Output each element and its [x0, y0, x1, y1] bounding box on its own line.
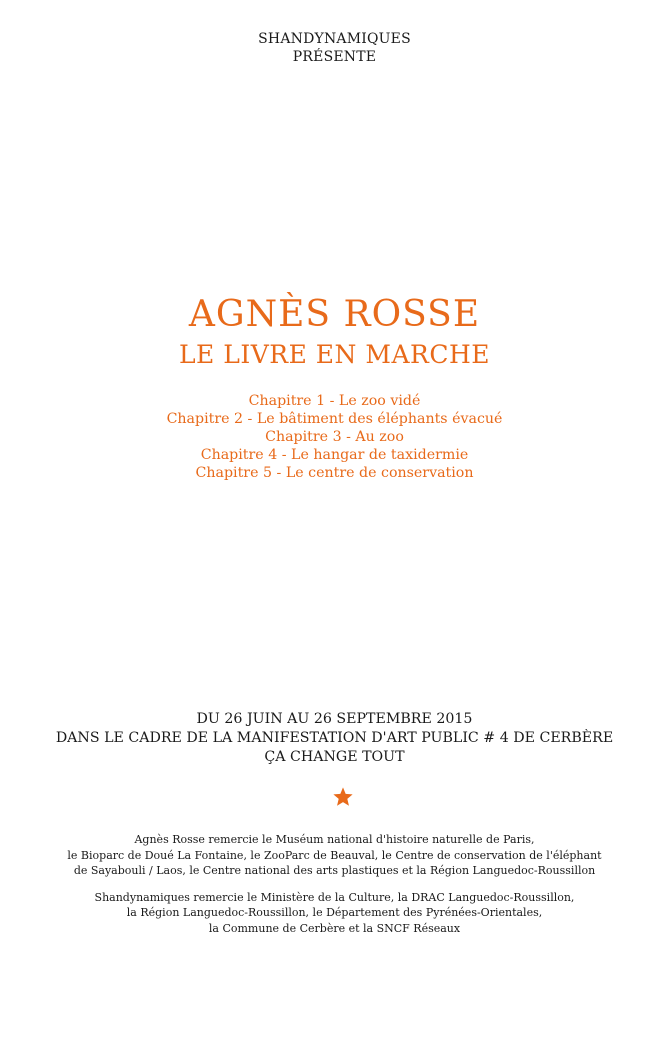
credit-line: la Commune de Cerbère et la SNCF Réseaux: [208, 921, 461, 935]
chapter-item: Chapitre 3 - Au zoo: [265, 429, 404, 445]
presents-label: PRÉSENTE: [292, 49, 377, 65]
author-name: AGNÈS ROSSE: [188, 294, 481, 335]
publisher-name: SHANDYNAMIQUES: [258, 31, 411, 47]
credit-line: le Bioparc de Doué La Fontaine, le ZooParc de Beauval, le Centre de conservation de l'éléphant: [67, 848, 602, 862]
header: [0, 30, 669, 66]
event-name: ÇA CHANGE TOUT: [264, 749, 405, 765]
credit-line: la Région Languedoc-Roussillon, le Département des Pyrénées-Orientales,: [126, 906, 543, 919]
title-block: [0, 294, 669, 482]
credit-line: Shandynamiques remercie le Ministère de la Culture, la DRAC Languedoc-Roussillon,: [94, 890, 575, 904]
credit-line: de Sayabouli / Laos, le Centre national des arts plastiques et la Région Languedoc-Roussillon: [73, 864, 596, 877]
publisher-acknowledgement: [0, 890, 669, 937]
event-context: DANS LE CADRE DE LA MANIFESTATION D'ART PUBLIC # 4 DE CERBÈRE: [55, 730, 614, 746]
chapter-item: Chapitre 5 - Le centre de conservation: [195, 465, 474, 481]
chapter-item: Chapitre 4 - Le hangar de taxidermie: [200, 447, 469, 463]
chapter-list: [0, 392, 669, 482]
event-dates: DU 26 JUIN AU 26 SEPTEMBRE 2015: [196, 711, 473, 727]
artist-acknowledgement: [0, 832, 669, 879]
chapter-item: Chapitre 1 - Le zoo vidé: [248, 393, 421, 409]
book-title: LE LIVRE EN MARCHE: [178, 340, 491, 369]
star-icon: [332, 786, 354, 808]
event-info: [0, 710, 669, 767]
chapter-item: Chapitre 2 - Le bâtiment des éléphants évacué: [166, 411, 503, 427]
acknowledgements: [0, 832, 669, 936]
credit-line: Agnès Rosse remercie le Muséum national d'histoire naturelle de Paris,: [134, 833, 535, 846]
